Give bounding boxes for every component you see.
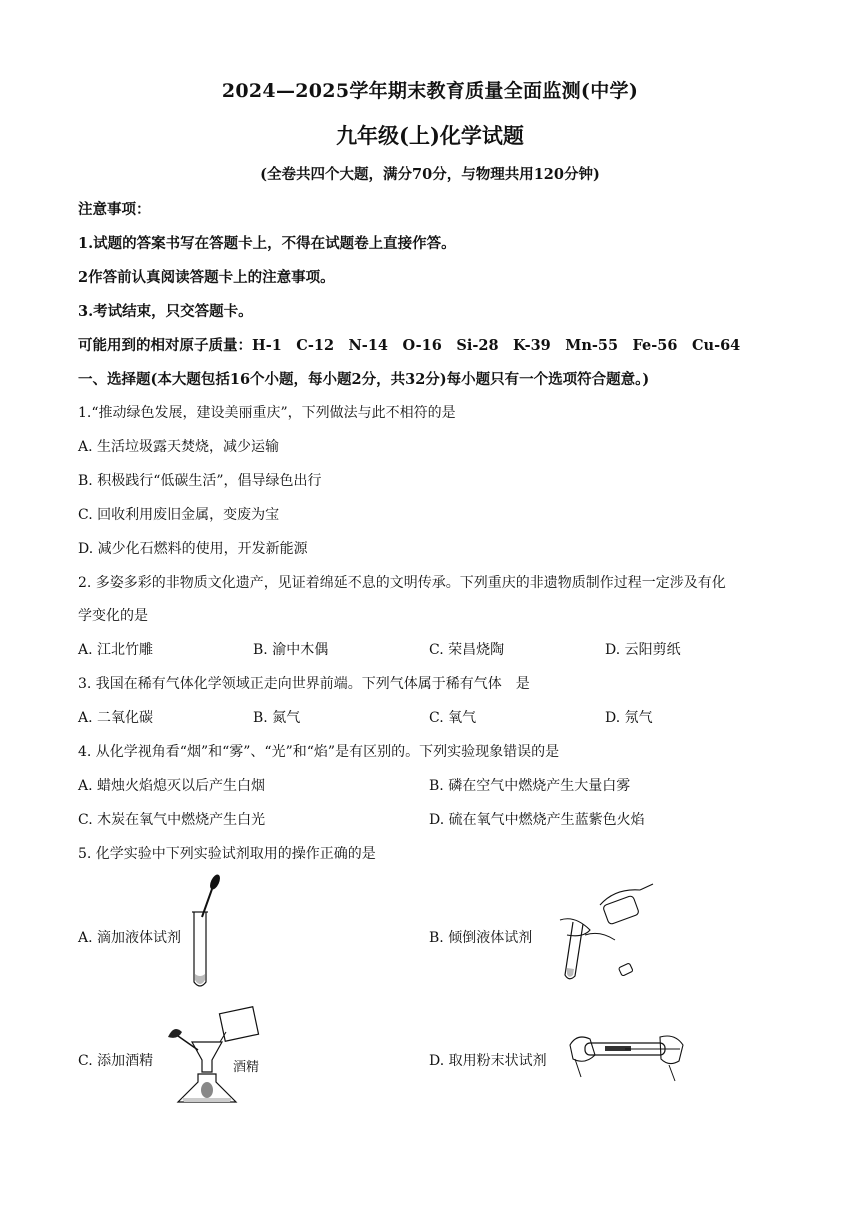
pouring-liquid-figure — [545, 880, 675, 990]
question-3-stem: 3. 我国在稀有气体化学领域正走向世界前端。下列气体属于稀有气体 是 — [78, 676, 530, 692]
exam-note: (全卷共四个大题，满分70分，与物理共用120分钟) — [260, 166, 600, 183]
exam-subtitle: 九年级(上)化学试题 — [336, 123, 524, 148]
question-2-option-b: B. 渝中木偶 — [253, 642, 329, 658]
question-5-option-a: A. 滴加液体试剂 — [78, 930, 182, 946]
question-3-option-d: D. 氖气 — [605, 710, 653, 726]
section-heading: 一、选择题(本大题包括16个小题，每小题2分，共32分)每小题只有一个选项符合题意。) — [78, 371, 650, 388]
question-1-stem: 1.“推动绿色发展，建设美丽重庆”，下列做法与此不相符的是 — [78, 405, 456, 421]
alcohol-label: 酒精 — [233, 1060, 260, 1075]
question-1-option-c: C. 回收利用废旧金属，变废为宝 — [78, 507, 280, 523]
question-5-option-c: C. 添加酒精 — [78, 1053, 154, 1069]
question-4-option-c: C. 木炭在氧气中燃烧产生白光 — [78, 812, 266, 828]
question-2-stem: 2. 多姿多彩的非物质文化遗产，见证着绵延不息的文明传承。下列重庆的非遗物质制作过程一定涉及有化 — [78, 575, 726, 591]
question-1-option-a: A. 生活垃圾露天焚烧，减少运输 — [78, 439, 280, 455]
notice-item-1: 1.试题的答案书写在答题卡上，不得在试题卷上直接作答。 — [78, 235, 456, 252]
notice-heading: 注意事项： — [78, 201, 151, 218]
question-1-option-b: B. 积极践行“低碳生活”，倡导绿色出行 — [78, 473, 322, 489]
question-3-option-b: B. 氮气 — [253, 710, 301, 726]
question-2-stem-continued: 学变化的是 — [78, 608, 148, 624]
atomic-mass-line: 可能用到的相对原子质量：H-1 C-12 N-14 O-16 Si-28 K-39 Mn-55 Fe-56 Cu-64 — [78, 337, 741, 354]
question-5-option-d: D. 取用粉末状试剂 — [429, 1053, 547, 1069]
question-4-option-a: A. 蜡烛火焰熄灭以后产生白烟 — [78, 778, 266, 794]
question-2-option-a: A. 江北竹雕 — [78, 642, 154, 658]
dropper-test-tube-figure — [188, 872, 228, 992]
notice-item-3: 3.考试结束，只交答题卡。 — [78, 303, 253, 320]
question-4-stem: 4. 从化学视角看“烟”和“雾”、“光”和“焰”是有区别的。下列实验现象错误的是 — [78, 744, 560, 760]
question-4-option-b: B. 磷在空气中燃烧产生大量白雾 — [429, 778, 631, 794]
question-3-option-a: A. 二氧化碳 — [78, 710, 154, 726]
question-1-option-d: D. 减少化石燃料的使用，开发新能源 — [78, 541, 308, 557]
question-5-option-b: B. 倾倒液体试剂 — [429, 930, 533, 946]
question-2-option-c: C. 荣昌烧陶 — [429, 642, 505, 658]
exam-title: 2024—2025学年期末教育质量全面监测(中学) — [221, 80, 639, 102]
question-4-option-d: D. 硫在氧气中燃烧产生蓝紫色火焰 — [429, 812, 645, 828]
question-5-stem: 5. 化学实验中下列实验试剂取用的操作正确的是 — [78, 846, 376, 862]
powder-reagent-figure — [565, 1025, 690, 1085]
notice-item-2: 2作答前认真阅读答题卡上的注意事项。 — [78, 269, 335, 286]
question-3-option-c: C. 氧气 — [429, 710, 477, 726]
question-2-option-d: D. 云阳剪纸 — [605, 642, 681, 658]
